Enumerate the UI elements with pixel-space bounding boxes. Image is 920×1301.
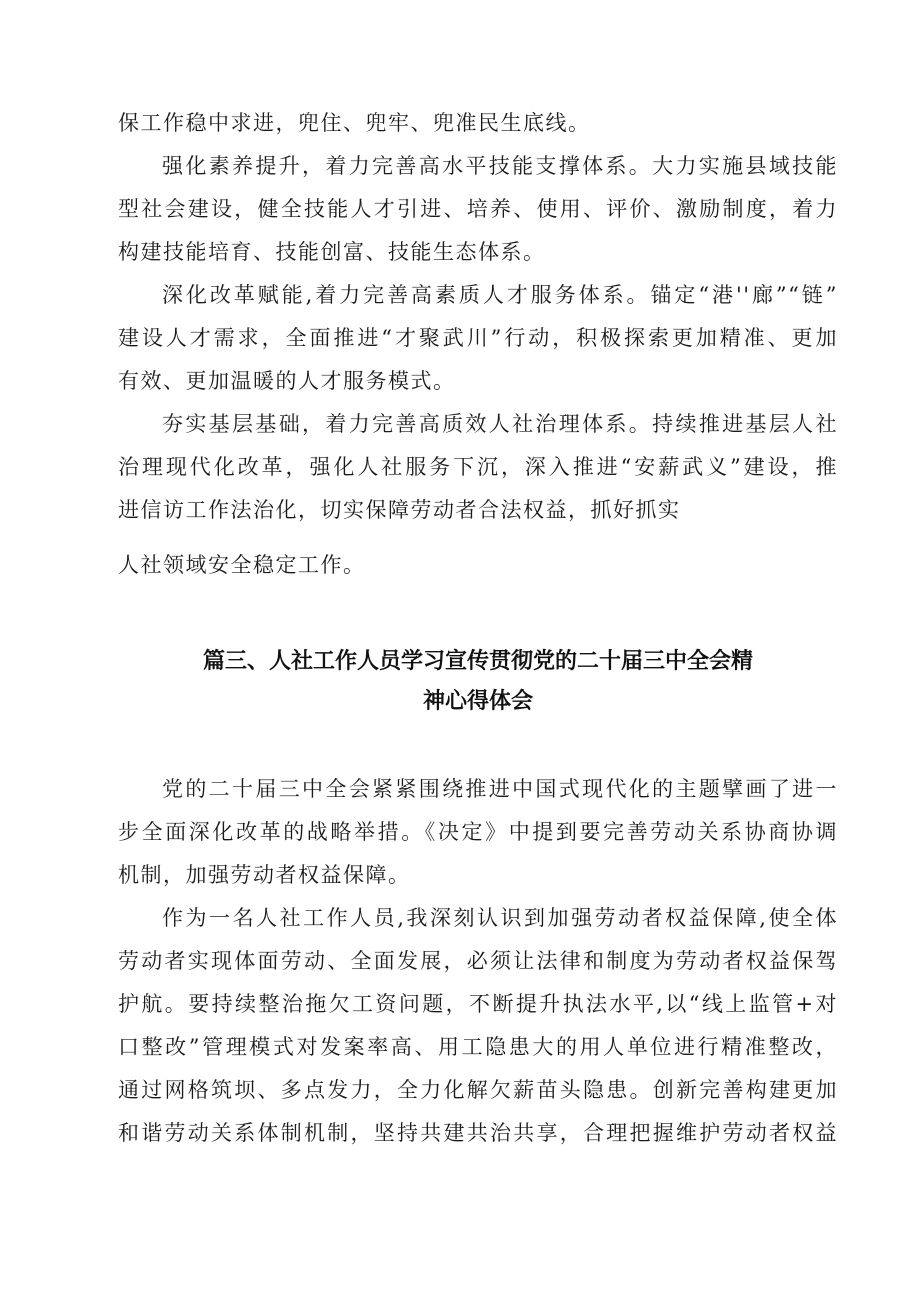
- text-line: 护航。要持续整治拖欠工资问题，不断提升执法水平,以“线上监管+对: [118, 992, 838, 1016]
- paragraph-plenum: [118, 768, 838, 897]
- paragraph-grassroots: [118, 403, 838, 532]
- text-line: 通过网格筑坝、多点发力，全力化解欠薪苗头隐患。创新完善构建更加: [118, 1078, 838, 1102]
- paragraph-grassroots-tail: [118, 544, 838, 587]
- paragraph-worker-rights: [118, 897, 838, 1155]
- text-line: 治理现代化改革，强化人社服务下沉，深入推进“安薪武义”建设，推: [118, 455, 838, 479]
- text-line: 劳动者实现体面劳动、全面发展，必须让法律和制度为劳动者权益保驾: [118, 949, 838, 973]
- text-line: 有效、更加温暖的人才服务模式。: [118, 369, 456, 393]
- text-line: 机制，加强劳动者权益保障。: [118, 863, 411, 887]
- text-line: 口整改”管理模式对发案率高、用工隐患大的用人单位进行精准整改，: [118, 1035, 838, 1059]
- text-line: 型社会建设，健全技能人才引进、培养、使用、评价、激励制度，着力: [118, 197, 838, 221]
- text-line: 建设人才需求，全面推进“才聚武川”行动，积极探索更加精准、更加: [118, 326, 838, 350]
- text-line: 作为一名人社工作人员,我深刻认识到加强劳动者权益保障,使全体: [162, 906, 838, 930]
- heading-line: 篇三、人社工作人员学习宣传贯彻党的二十届三中全会精: [202, 649, 753, 674]
- text-line: 深化改革赋能,着力完善高素质人才服务体系。锚定“港''廊”“链”: [162, 283, 838, 307]
- paragraph-skills: [118, 145, 838, 274]
- text-line: 强化素养提升，着力完善高水平技能支撑体系。大力实施县域技能: [162, 154, 838, 178]
- text-line: 党的二十届三中全会紧紧围绕推进中国式现代化的主题擘画了进一: [162, 777, 838, 801]
- section-heading: [118, 642, 838, 722]
- text-line: 人社领域安全稳定工作。: [118, 553, 366, 577]
- text-line: 保工作稳中求进，兜住、兜牢、兜准民生底线。: [118, 111, 591, 135]
- text-line: 和谐劳动关系体制机制，坚持共建共治共享，合理把握维护劳动者权益: [118, 1121, 838, 1145]
- text-line: 夯实基层基础，着力完善高质效人社治理体系。持续推进基层人社: [162, 412, 838, 436]
- paragraph-reform: [118, 274, 838, 403]
- text-line: 构建技能培育、技能创富、技能生态体系。: [118, 240, 546, 264]
- text-line: 进信访工作法治化，切实保障劳动者合法权益，抓好抓实: [118, 498, 681, 522]
- text-line: 步全面深化改革的战略举措。《决定》中提到要完善劳动关系协商协调: [118, 820, 838, 844]
- heading-line: 神心得体会: [422, 689, 533, 714]
- paragraph-continuation: [118, 102, 838, 145]
